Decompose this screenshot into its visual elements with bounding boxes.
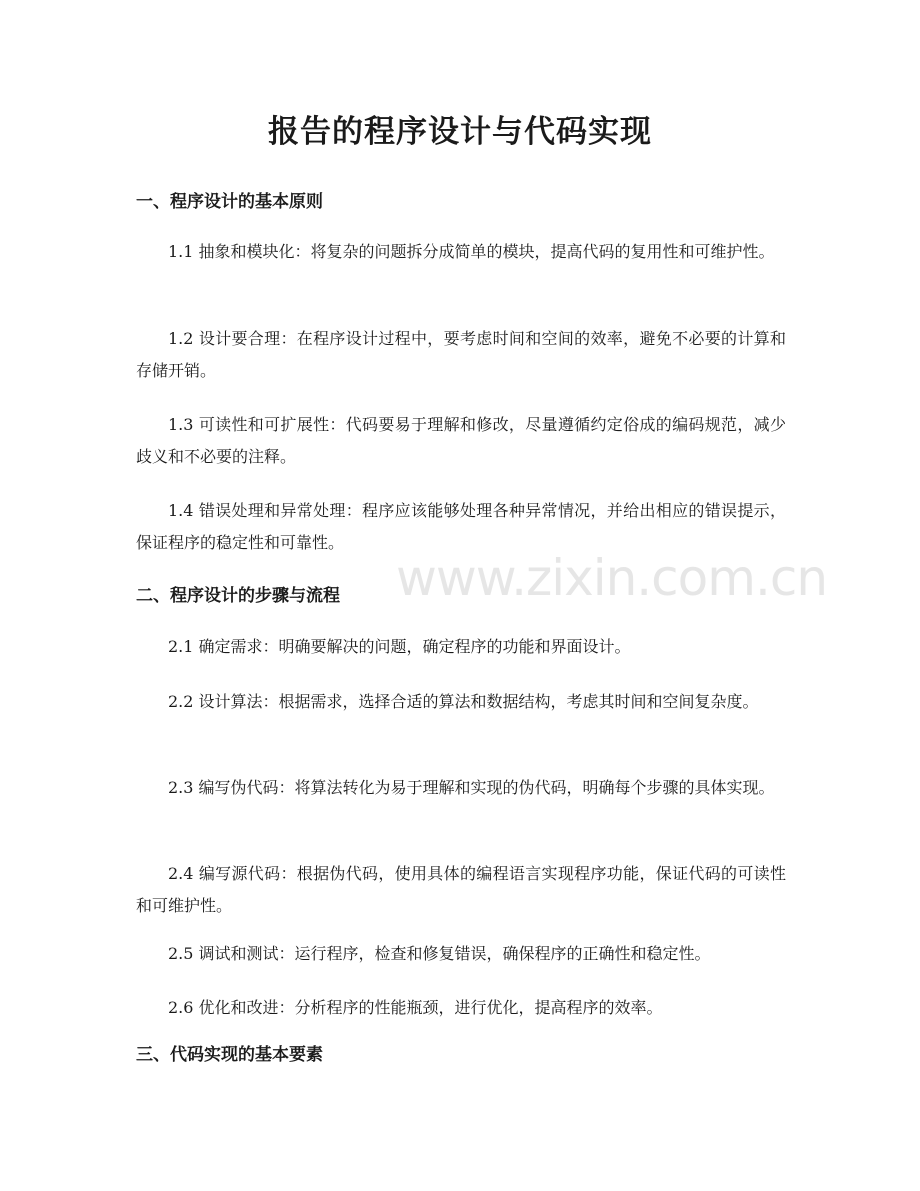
paragraph: 2.2 设计算法：根据需求，选择合适的算法和数据结构，考虑其时间和空间复杂度。 xyxy=(168,692,759,711)
paragraph: 2.3 编写伪代码：将算法转化为易于理解和实现的伪代码，明确每个步骤的具体实现。 xyxy=(168,778,775,797)
section-heading: 三、代码实现的基本要素 xyxy=(136,1045,323,1065)
paragraph: 1.4 错误处理和异常处理：程序应该能够处理各种异常情况，并给出相应的错误提示，保证程序的稳定性和可靠性。 xyxy=(136,501,786,552)
paragraph: 2.4 编写源代码：根据伪代码，使用具体的编程语言实现程序功能，保证代码的可读性和可维护性。 xyxy=(136,864,786,915)
paragraph: 1.1 抽象和模块化：将复杂的问题拆分成简单的模块，提高代码的复用性和可维护性。 xyxy=(168,242,775,261)
section-heading: 一、程序设计的基本原则 xyxy=(136,192,323,212)
document-title: 报告的程序设计与代码实现 xyxy=(268,114,652,150)
paragraph: 2.1 确定需求：明确要解决的问题，确定程序的功能和界面设计。 xyxy=(168,637,631,656)
watermark: www.zixin.com.cn xyxy=(396,549,828,607)
paragraph: 1.3 可读性和可扩展性：代码要易于理解和修改，尽量遵循约定俗成的编码规范，减少歧义和不必要的注释。 xyxy=(136,415,786,466)
paragraph: 2.5 调试和测试：运行程序，检查和修复错误，确保程序的正确性和稳定性。 xyxy=(168,944,711,963)
paragraph: 1.2 设计要合理：在程序设计过程中，要考虑时间和空间的效率，避免不必要的计算和存储开销。 xyxy=(136,329,786,380)
paragraph: 2.6 优化和改进：分析程序的性能瓶颈，进行优化，提高程序的效率。 xyxy=(168,998,663,1017)
section-heading: 二、程序设计的步骤与流程 xyxy=(136,586,340,606)
